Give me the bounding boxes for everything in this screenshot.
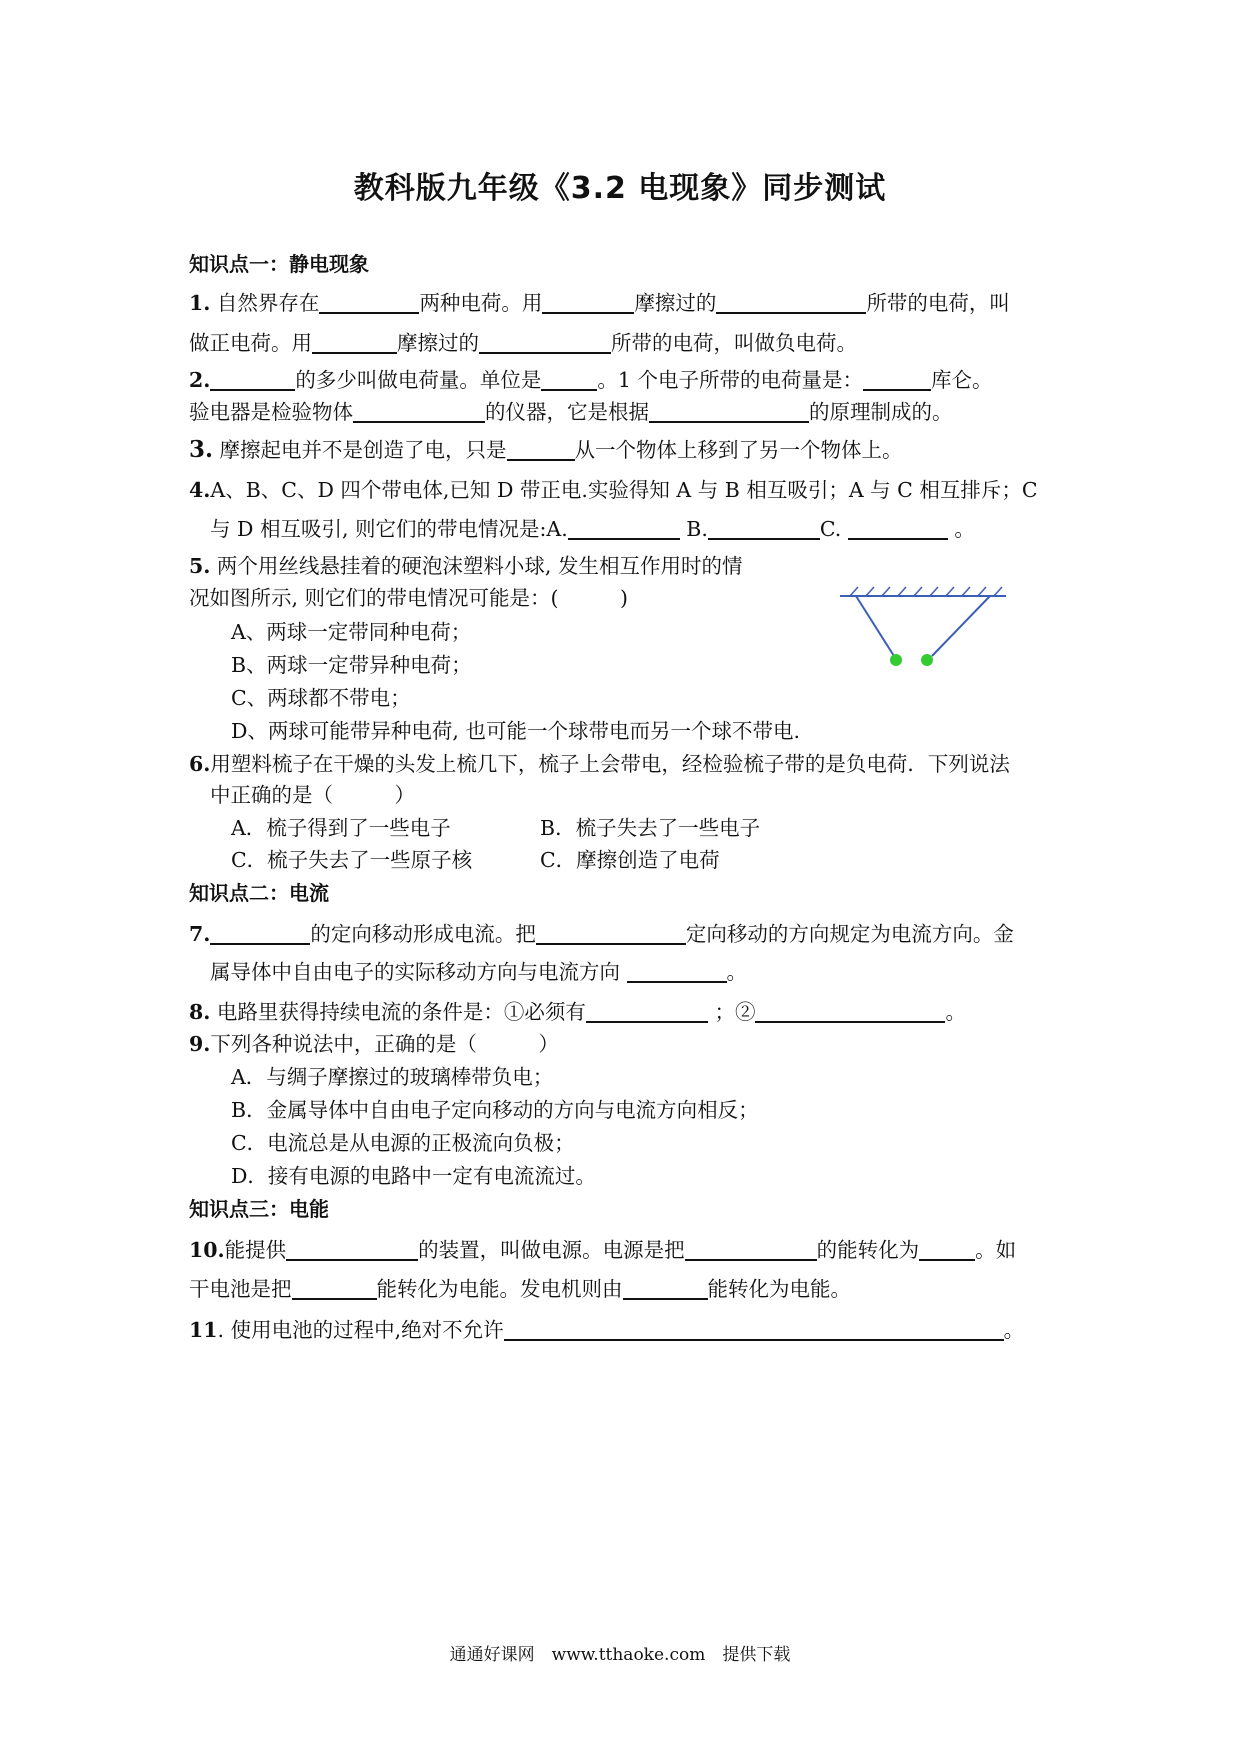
question-2-line-2: 验电器是检验物体 的仪器，它是根据 的原理制成的。 bbox=[189, 400, 953, 424]
section-heading-3: 知识点三：电能 bbox=[189, 1197, 329, 1221]
question-9-option-a: A．与绸子摩擦过的玻璃棒带负电； bbox=[231, 1065, 554, 1089]
section-heading-1: 知识点一：静电现象 bbox=[189, 252, 369, 276]
answer-blank[interactable] bbox=[210, 367, 295, 391]
answer-blank[interactable] bbox=[312, 330, 397, 354]
answer-blank[interactable] bbox=[541, 367, 597, 391]
left-ball bbox=[890, 654, 902, 666]
answer-blank[interactable] bbox=[649, 399, 809, 423]
section-heading-2: 知识点二：电流 bbox=[189, 881, 329, 905]
question-number: 7. bbox=[189, 922, 211, 946]
left-thread bbox=[856, 596, 894, 656]
answer-blank[interactable] bbox=[623, 1276, 708, 1300]
answer-blank[interactable] bbox=[286, 1237, 418, 1261]
answer-blank[interactable] bbox=[716, 290, 866, 314]
question-8: 8. 电路里获得持续电流的条件是：①必须有 ；② 。 bbox=[189, 1000, 966, 1024]
question-6-option-d: C．摩擦创造了电荷 bbox=[540, 848, 720, 872]
answer-blank[interactable] bbox=[210, 921, 310, 945]
question-1-line-1: 1. 自然界存在 两种电荷。用 摩擦过的 所带的电荷，叫 bbox=[189, 291, 1010, 315]
question-number: 3. bbox=[189, 436, 214, 463]
question-9-option-d: D．接有电源的电路中一定有电流流过。 bbox=[231, 1164, 596, 1188]
answer-blank[interactable] bbox=[586, 999, 708, 1023]
question-4-line-1: 4.A、B、C、D 四个带电体,已知 D 带正电.实验得知 A 与 B 相互吸引；A 与 C 相互排斥；C bbox=[189, 478, 1038, 502]
question-5-option-d: D、两球可能带异种电荷, 也可能一个球带电而另一个球不带电. bbox=[231, 719, 800, 743]
ceiling-hatching bbox=[850, 587, 1002, 596]
question-6-option-a: A．梳子得到了一些电子 bbox=[231, 816, 451, 840]
answer-blank[interactable] bbox=[627, 959, 727, 983]
answer-blank[interactable] bbox=[507, 437, 575, 461]
question-7-line-1: 7. 的定向移动形成电流。把 定向移动的方向规定为电流方向。金 bbox=[189, 922, 1014, 946]
answer-blank[interactable] bbox=[863, 367, 931, 391]
answer-blank[interactable] bbox=[685, 1237, 817, 1261]
answer-blank[interactable] bbox=[755, 999, 945, 1023]
question-7-line-2: 属导体中自由电子的实际移动方向与电流方向 。 bbox=[210, 960, 748, 984]
answer-blank[interactable] bbox=[848, 516, 948, 540]
question-number: 2. bbox=[189, 368, 211, 392]
question-5-line-2: 况如图所示, 则它们的带电情况可能是：( ) bbox=[189, 586, 629, 610]
answer-blank[interactable] bbox=[353, 399, 485, 423]
answer-blank[interactable] bbox=[542, 290, 634, 314]
question-number: 11 bbox=[189, 1318, 218, 1342]
question-number: 5. bbox=[189, 554, 211, 578]
question-6-line-2: 中正确的是（ ） bbox=[210, 783, 415, 807]
question-5-option-b: B、两球一定带异种电荷； bbox=[231, 653, 472, 677]
question-5-option-a: A、两球一定带同种电荷； bbox=[231, 620, 472, 644]
answer-blank[interactable] bbox=[319, 290, 419, 314]
answer-blank[interactable] bbox=[292, 1276, 377, 1300]
answer-blank[interactable] bbox=[536, 921, 686, 945]
question-9: 9.下列各种说法中，正确的是（ ） bbox=[189, 1032, 559, 1056]
question-4-line-2: 与 D 相互吸引, 则它们的带电情况是:A. B. C. 。 bbox=[210, 517, 975, 541]
question-number: 8. bbox=[189, 1000, 211, 1024]
question-5-option-c: C、两球都不带电； bbox=[231, 686, 411, 710]
question-9-option-b: B．金属导体中自由电子定向移动的方向与电流方向相反； bbox=[231, 1098, 759, 1122]
answer-blank[interactable] bbox=[479, 330, 611, 354]
charged-balls-figure bbox=[838, 586, 1018, 676]
answer-blank[interactable] bbox=[708, 516, 820, 540]
question-number: 4. bbox=[189, 478, 211, 502]
question-3: 3. 摩擦起电并不是创造了电，只是 从一个物体上移到了另一个物体上。 bbox=[189, 436, 903, 463]
question-6-option-b: B．梳子失去了一些电子 bbox=[540, 816, 761, 840]
question-11: 11. 使用电池的过程中,绝对不允许 。 bbox=[189, 1318, 1025, 1342]
question-9-option-c: C．电流总是从电源的正极流向负极； bbox=[231, 1131, 575, 1155]
question-number: 9. bbox=[189, 1032, 211, 1056]
answer-blank[interactable] bbox=[504, 1317, 1004, 1341]
question-number: 10. bbox=[189, 1238, 225, 1262]
answer-blank[interactable] bbox=[919, 1237, 975, 1261]
right-thread bbox=[932, 596, 990, 656]
question-5-line-1: 5. 两个用丝线悬挂着的硬泡沫塑料小球, 发生相互作用时的情 bbox=[189, 554, 743, 578]
question-number: 1. bbox=[189, 291, 211, 315]
question-6-line-1: 6.用塑料梳子在干燥的头发上梳几下，梳子上会带电，经检验梳子带的是负电荷．下列说法 bbox=[189, 752, 1010, 776]
answer-blank[interactable] bbox=[568, 516, 680, 540]
question-1-line-2: 做正电荷。用 摩擦过的 所带的电荷，叫做负电荷。 bbox=[189, 331, 857, 355]
question-6-option-c: C．梳子失去了一些原子核 bbox=[231, 848, 473, 872]
question-10-line-1: 10.能提供 的装置，叫做电源。电源是把 的能转化为 。如 bbox=[189, 1238, 1017, 1262]
question-10-line-2: 干电池是把 能转化为电能。发电机则由 能转化为电能。 bbox=[189, 1277, 851, 1301]
question-number: 6. bbox=[189, 752, 211, 776]
page-title: 教科版九年级《3.2 电现象》同步测试 bbox=[353, 171, 887, 206]
right-ball bbox=[921, 654, 933, 666]
question-2-line-1: 2. 的多少叫做电荷量。单位是 。1 个电子所带的电荷量是： 库仑。 bbox=[189, 368, 993, 392]
page-footer: 通通好课网 www.tthaoke.com 提供下载 bbox=[449, 1645, 791, 1665]
